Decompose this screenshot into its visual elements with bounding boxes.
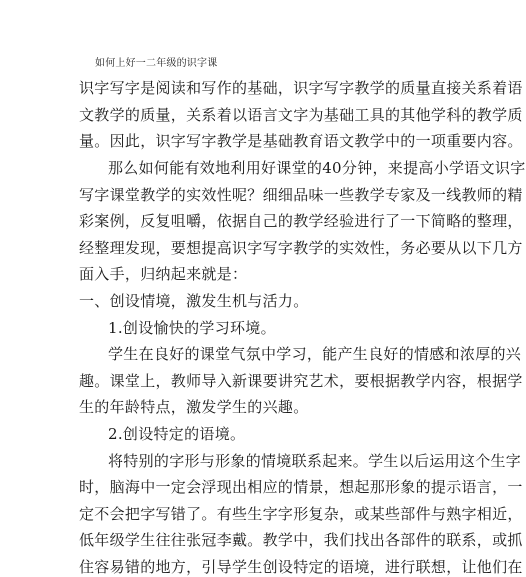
paragraph-line: 面入手，归纳起来就是：: [79, 265, 248, 283]
subsection-heading: 2.创设特定的语境。: [108, 425, 246, 443]
paragraph-line: 文教学的质量，关系着以语言文字为基础工具的其他学科的教学质: [79, 106, 523, 124]
paragraph-line: 将特别的字形与形象的情境联系起来。学生以后运用这个生字: [108, 452, 522, 470]
paragraph-line: 写字课堂教学的实效性呢？细细品味一些教学专家及一线教师的精: [79, 186, 523, 204]
paragraph-line: 经整理发现，要想提高识字写字教学的实效性，务必要从以下几方: [79, 239, 523, 257]
paragraph-line: 时，脑海中一定会浮现出相应的情景，想起那形象的提示语言，一: [79, 478, 523, 496]
paragraph-line: 趣。课堂上，教师导入新课要讲究艺术，要根据教学内容，根据学: [79, 372, 523, 390]
paragraph-line: 学生在良好的课堂气氛中学习，能产生良好的情感和浓厚的兴: [108, 345, 522, 363]
paragraph-line: 生的年龄特点，激发学生的兴趣。: [79, 398, 309, 416]
paragraph-line: 彩案例，反复咀嚼，依据自己的教学经验进行了一下简略的整理，: [79, 212, 523, 230]
paragraph-line: 识字写字是阅读和写作的基础，识字写字教学的质量直接关系着语: [79, 79, 523, 97]
subsection-heading: 1.创设愉快的学习环境。: [108, 319, 276, 337]
document-title: 如何上好一二年级的识字课: [95, 58, 218, 69]
paragraph-line: 那么如何能有效地利用好课堂的40分钟，来提高小学语文识字: [108, 159, 526, 177]
paragraph-line: 住容易错的地方，引导学生创设特定的语境，进行联想，让他们在: [79, 558, 523, 576]
paragraph-line: 低年级学生往往张冠李戴。教学中，我们找出各部件的联系，或抓: [79, 531, 523, 549]
paragraph-line: 定不会把字写错了。有些生字字形复杂，或某些部件与熟字相近，: [79, 505, 523, 523]
paragraph-line: 量。因此，识字写字教学是基础教育语文教学中的一项重要内容。: [79, 132, 523, 150]
section-heading: 一、创设情境，激发生机与活力。: [79, 292, 309, 310]
